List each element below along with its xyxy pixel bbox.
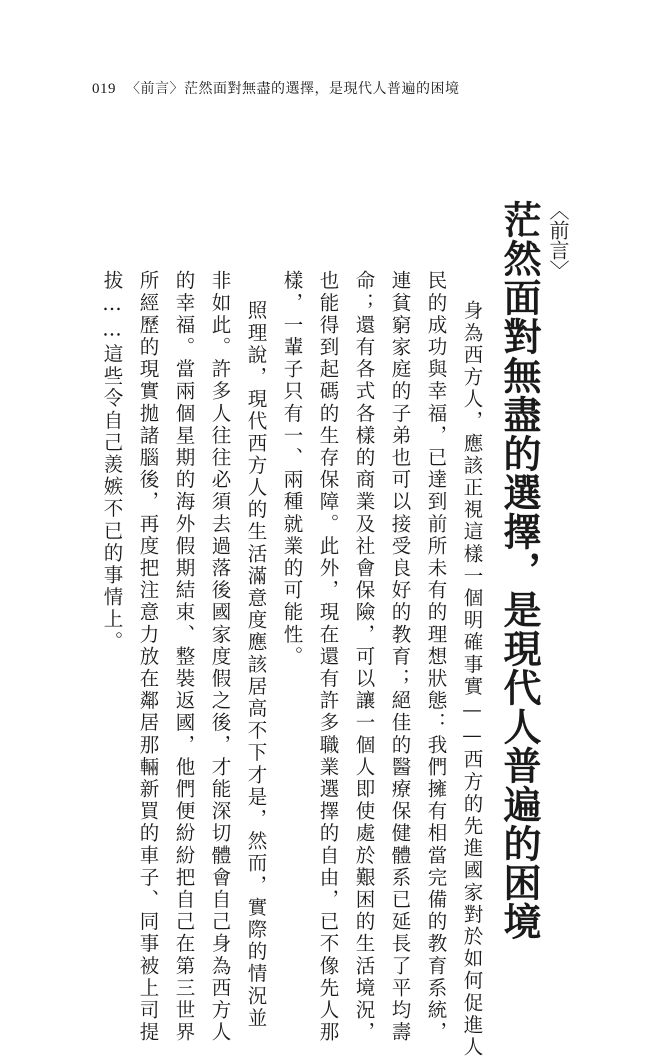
text-column: 身為西方人，應該正視這樣一個明確事實——西方的先進國家對於如何促進人	[460, 300, 484, 1058]
text-column: 照理說，現代西方人的生活滿意度應該居高不下才是，然而，實際的情況並	[244, 300, 268, 1030]
text-column: 命；還有各式各樣的商業及社會保險，可以讓一個人即使處於艱困的生活境況，	[352, 270, 376, 1044]
text-column: 拔……這些令自己羨嫉不已的事情上。	[100, 270, 124, 653]
text-column: 民的成功與幸福，已達到前所未有的理想狀態：我們擁有相當完備的教育系統，	[424, 270, 448, 1044]
text-column: 樣，一輩子只有一、兩種就業的可能性。	[280, 270, 304, 668]
text-column: 連貧窮家庭的子弟也可以接受良好的教育；絕佳的醫療保健體系已延長了平均壽	[388, 270, 412, 1044]
page-number: 019	[92, 81, 116, 97]
running-title: 〈前言〉茫然面對無盡的選擇，是現代人普遍的困境	[126, 81, 460, 97]
text-column: 非如此。許多人往往必須去過落後國家度假之後，才能深切體會自己身為西方人	[208, 270, 232, 1044]
running-header	[92, 78, 460, 98]
chapter-title: 茫然面對無盡的選擇，是現代人普遍的困境	[497, 200, 542, 941]
text-column: 所經歷的現實拋諸腦後，再度把注意力放在鄰居那輛新買的車子、同事被上司提	[136, 270, 160, 1044]
text-column: 也能得到起碼的生存保障。此外，現在還有許多職業選擇的自由，已不像先人那	[316, 270, 340, 1044]
chapter-label: 〈前言〉	[546, 200, 570, 280]
text-column: 的幸福。當兩個星期的海外假期結束、整裝返國，他們便紛紛把自己在第三世界	[172, 270, 196, 1044]
